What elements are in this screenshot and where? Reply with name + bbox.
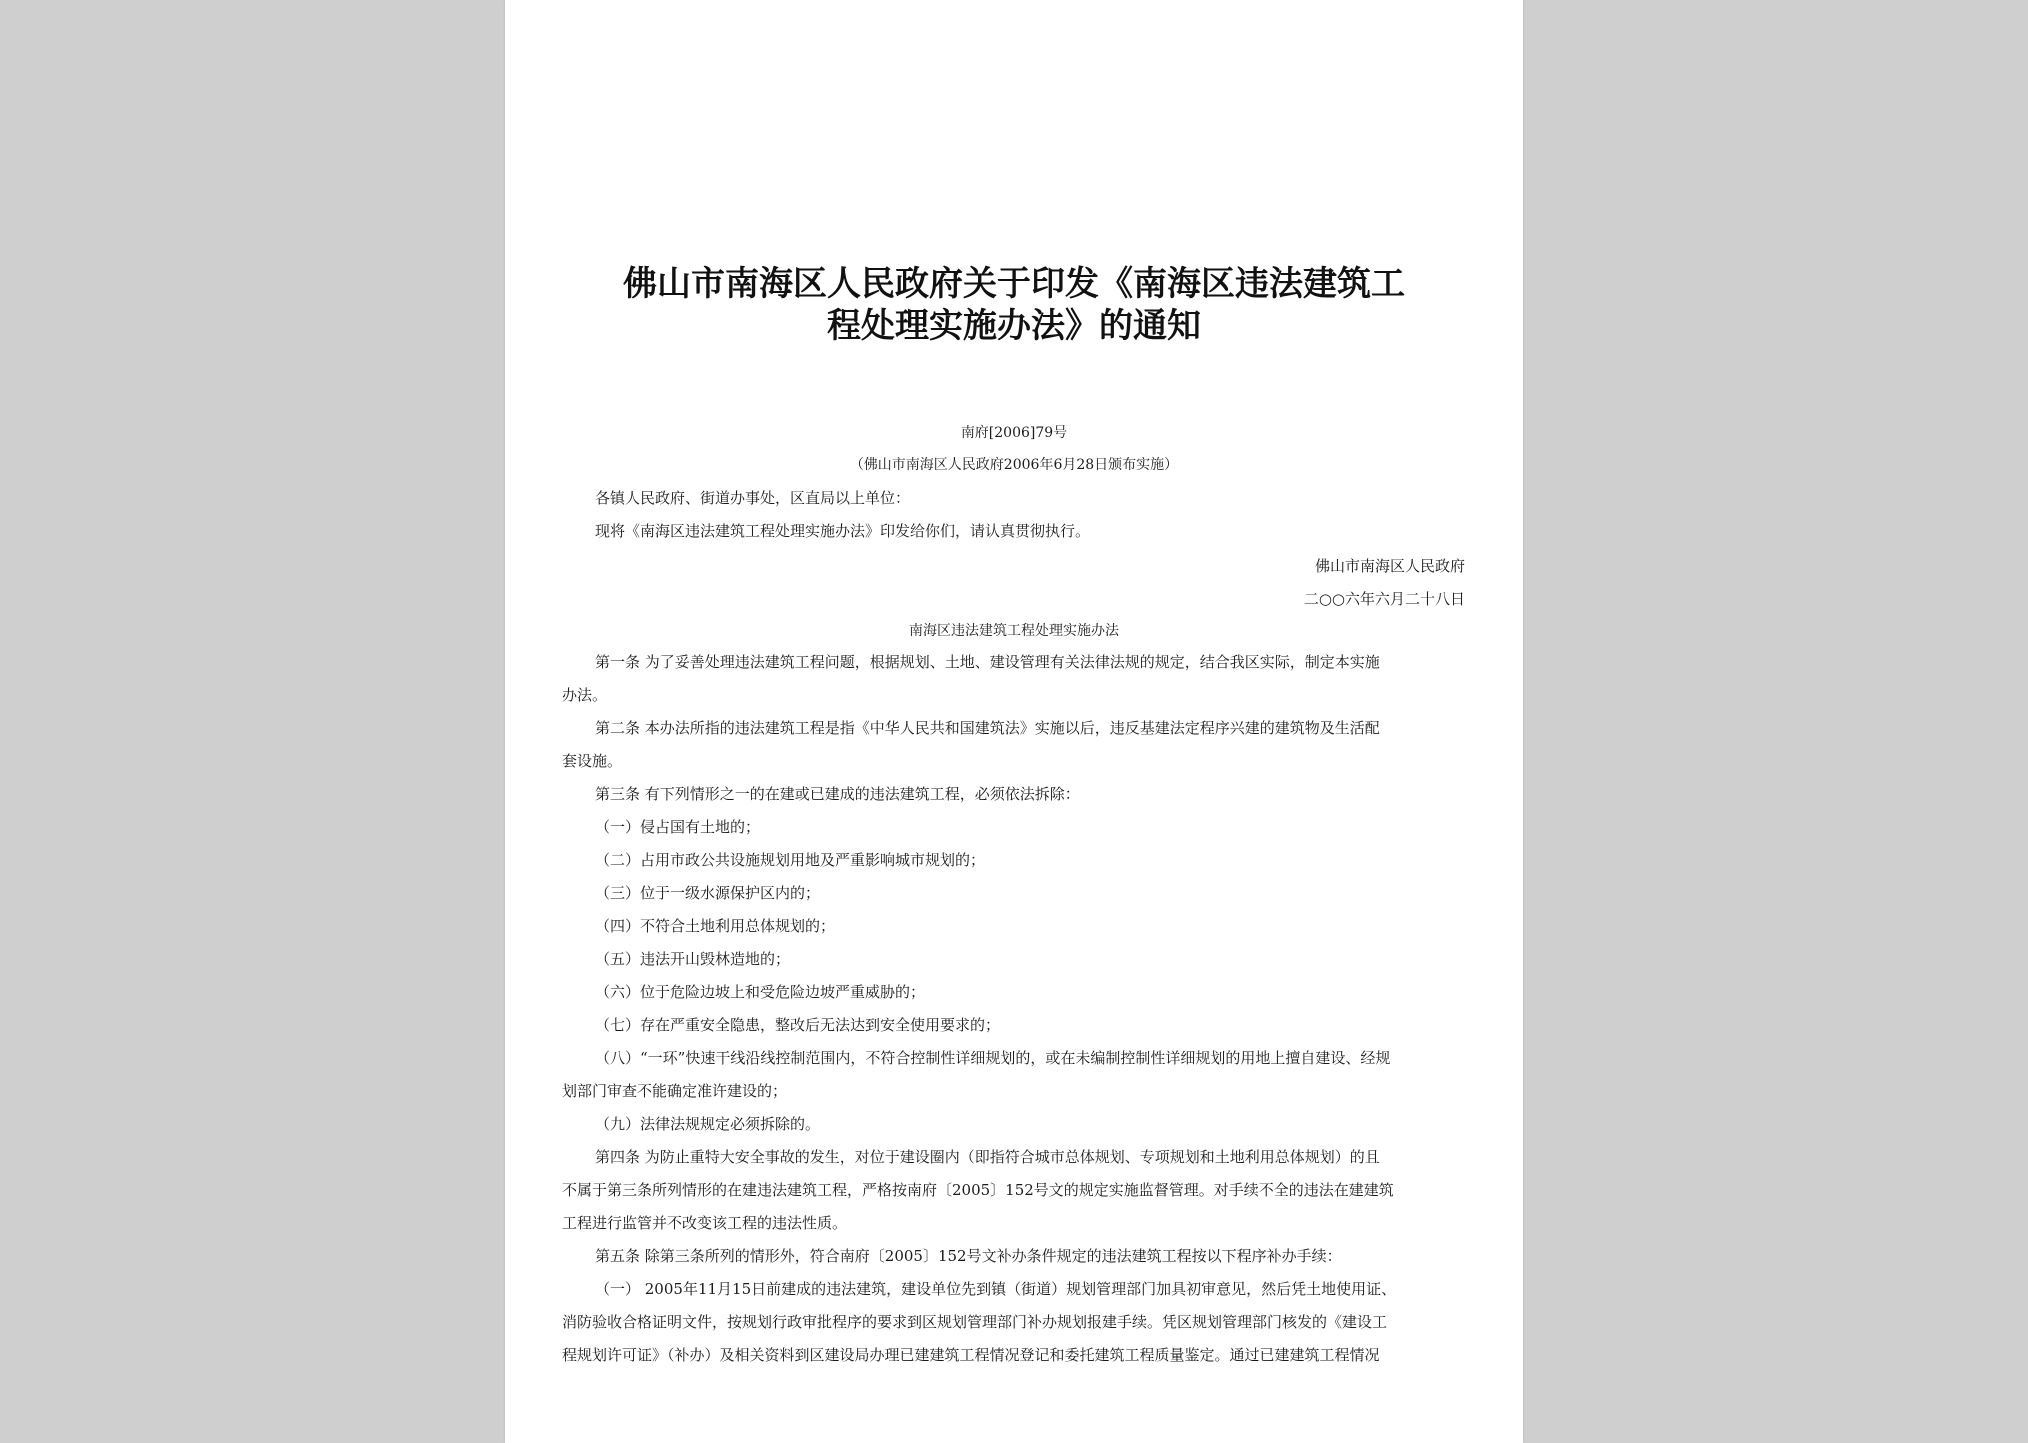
document-title <box>565 263 1463 347</box>
article-4-line-1: 第四条 为防止重特大安全事故的发生，对位于建设圈内（即指符合城市总体规划、专项规划和土地利用总体规划）的且 <box>595 1148 1380 1166</box>
article-5: 第五条 除第三条所列的情形外，符合南府〔2005〕152号文补办条件规定的违法建筑工程按以下程序补办手续： <box>595 1247 1342 1265</box>
article-3-item-8-line-1: （八）“一环”快速干线沿线控制范围内，不符合控制性详细规划的，或在未编制控制性详细规划的用地上擅自建设、经规 <box>595 1049 1391 1067</box>
article-3-item-1: （一）侵占国有土地的； <box>595 818 761 836</box>
signer: 佛山市南海区人民政府 <box>1314 557 1465 575</box>
article-3-item-5: （五）违法开山毁林造地的； <box>595 950 791 968</box>
article-5-item-1-line-1: （一） 2005年11月15日前建成的违法建筑，建设单位先到镇（街道）规划管理部门加具初审意见，然后凭土地使用证、 <box>595 1280 1397 1298</box>
article-4-line-3: 工程进行监管并不改变该工程的违法性质。 <box>562 1214 848 1232</box>
article-3-item-3: （三）位于一级水源保护区内的； <box>595 884 821 902</box>
title-line-1: 佛山市南海区人民政府关于印发《南海区违法建筑工 <box>623 264 1405 304</box>
article-2-line-2: 套设施。 <box>562 752 623 770</box>
article-2-line-1: 第二条 本办法所指的违法建筑工程是指《中华人民共和国建筑法》实施以后，违反基建法定程序兴建的建筑物及生活配 <box>595 719 1380 737</box>
article-1-line-1: 第一条 为了妥善处理违法建筑工程问题，根据规划、土地、建设管理有关法律法规的规定，结合我区实际，制定本实施 <box>595 653 1380 671</box>
article-3-item-6: （六）位于危险边坡上和受危险边坡严重威胁的； <box>595 983 926 1001</box>
sign-date: 二○○六年六月二十八日 <box>1303 590 1465 608</box>
article-5-item-1-line-2: 消防验收合格证明文件，按规划行政审批程序的要求到区规划管理部门补办规划报建手续。凭区规划管理部门核发的《建设工 <box>562 1313 1388 1331</box>
article-3-item-2: （二）占用市政公共设施规划用地及严重影响城市规划的； <box>595 851 986 869</box>
article-1-line-2: 办法。 <box>562 686 608 704</box>
article-4-line-2: 不属于第三条所列情形的在建违法建筑工程，严格按南府〔2005〕152号文的规定实施监督管理。对手续不全的违法在建建筑 <box>562 1181 1394 1199</box>
issued-note: （佛山市南海区人民政府2006年6月28日颁布实施） <box>849 457 1179 473</box>
title-line-2: 程处理实施办法》的通知 <box>827 306 1201 346</box>
addressee: 各镇人民政府、街道办事处，区直局以上单位： <box>595 489 911 507</box>
sub-title: 南海区违法建筑工程处理实施办法 <box>909 623 1119 639</box>
intro-paragraph: 现将《南海区违法建筑工程处理实施办法》印发给你们，请认真贯彻执行。 <box>595 522 1091 540</box>
article-3: 第三条 有下列情形之一的在建或已建成的违法建筑工程，必须依法拆除： <box>595 785 1080 803</box>
document-number: 南府[2006]79号 <box>960 425 1068 441</box>
article-3-item-8-line-2: 划部门审查不能确定准许建设的； <box>562 1082 788 1100</box>
article-3-item-7: （七）存在严重安全隐患，整改后无法达到安全使用要求的； <box>595 1016 1001 1034</box>
article-5-item-1-line-3: 程规划许可证》（补办）及相关资料到区建设局办理已建建筑工程情况登记和委托建筑工程质量鉴定。通过已建建筑工程情况 <box>562 1346 1380 1364</box>
document-page <box>505 0 1523 1443</box>
article-3-item-4: （四）不符合土地利用总体规划的； <box>595 917 836 935</box>
article-3-item-9: （九）法律法规规定必须拆除的。 <box>595 1115 821 1133</box>
